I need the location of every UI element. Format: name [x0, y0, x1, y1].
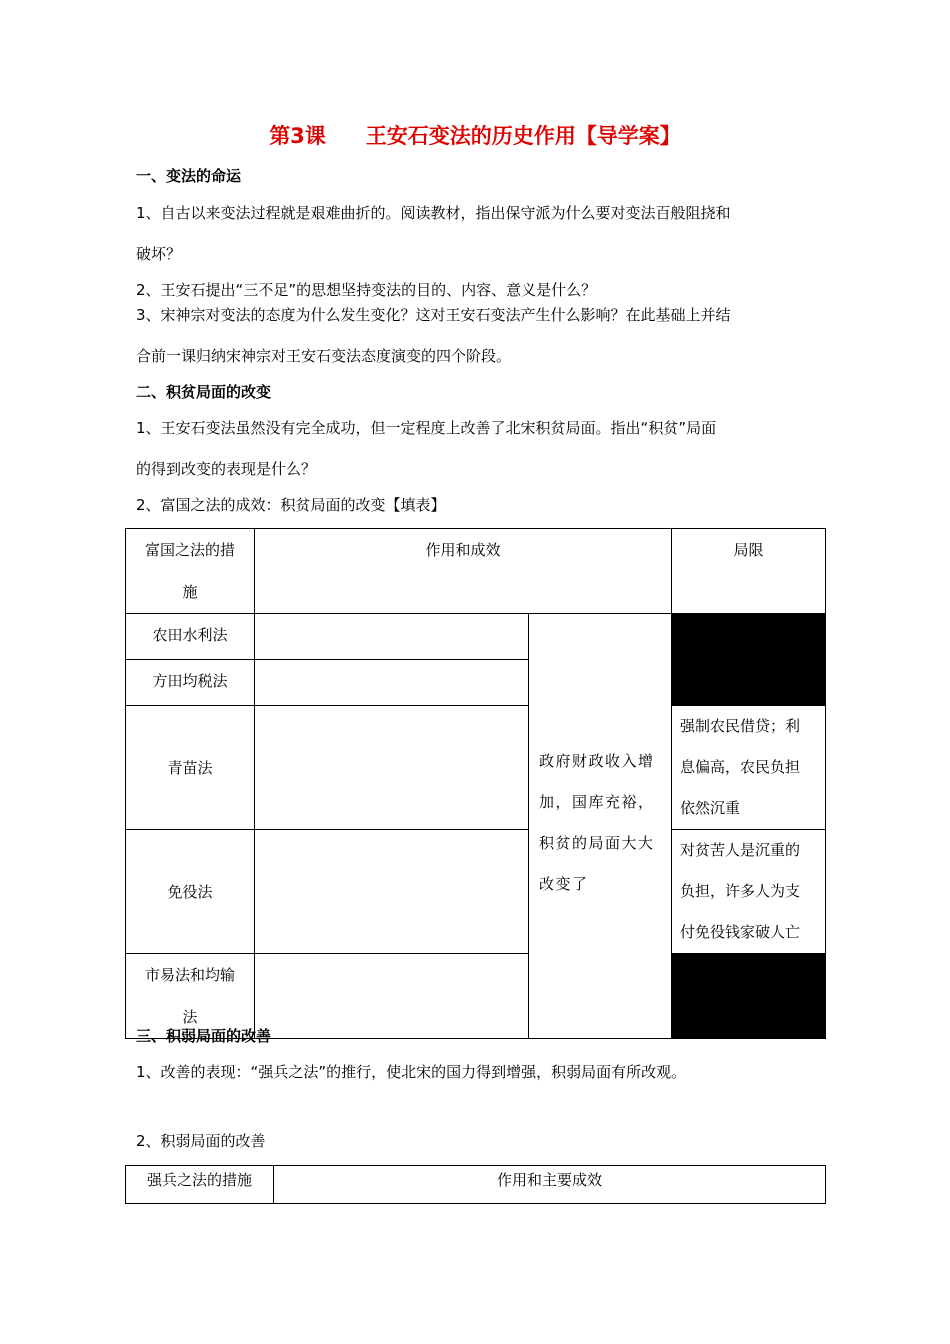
section1-q1-line1: 1、自古以来变法过程就是艰难曲折的。阅读教材，指出保守派为什么要对变法百般阻挠和 — [136, 204, 731, 222]
section3-q2: 2、积弱局面的改善 — [136, 1132, 266, 1150]
header-qiangbing-effects: 作用和主要成效 — [274, 1166, 826, 1204]
limit-qingmiao: 强制农民借贷；利 息偏高，农民负担 依然沉重 — [672, 706, 826, 830]
qiangbing-table — [125, 1165, 826, 1204]
header-qiangbing-measures: 强兵之法的措施 — [126, 1166, 274, 1204]
section1-heading: 一、变法的命运 — [136, 167, 242, 185]
section2-heading: 二、积贫局面的改变 — [136, 383, 272, 401]
measure-name: 免役法 — [126, 830, 255, 954]
limit-mianyi: 对贫苦人是沉重的 负担，许多人为支 付免役钱家破人亡 — [672, 830, 826, 954]
header-limits: 局限 — [672, 529, 826, 614]
effect-input-cell[interactable] — [255, 614, 529, 660]
section2-q1-line2: 的得到改变的表现是什么？ — [136, 460, 317, 478]
qiangbing-table-header — [126, 1166, 826, 1204]
effect-input-cell[interactable] — [255, 830, 529, 954]
section1-q3-line1: 3、宋神宗对变法的态度为什么发生变化？这对王安石变法产生什么影响？在此基础上并结 — [136, 306, 731, 324]
measure-name: 青苗法 — [126, 706, 255, 830]
header-effects: 作用和成效 — [255, 529, 672, 614]
measure-name: 方田均税法 — [126, 660, 255, 706]
effect-input-cell[interactable] — [255, 706, 529, 830]
effect-merged-cell: 政府财政收入增 加，国库充裕， 积贫的局面大大 改变了 — [529, 614, 672, 1039]
effect-input-cell[interactable] — [255, 660, 529, 706]
page-title — [0, 120, 950, 150]
section1-q2: 2、王安石提出“三不足”的思想坚持变法的目的、内容、意义是什么？ — [136, 281, 597, 299]
table-row — [126, 660, 826, 706]
measure-name: 市易法和均输 法 — [126, 954, 255, 1039]
table-row — [126, 614, 826, 660]
fuguo-table — [125, 528, 826, 1039]
section1-q1-line2: 破坏？ — [136, 245, 182, 263]
lesson-name: 王安石变法的历史作用【导学案】 — [365, 124, 681, 148]
section3-q1: 1、改善的表现：“强兵之法”的推行，使北宋的国力得到增强，积弱局面有所改观。 — [136, 1063, 687, 1081]
limit-blacked-out — [672, 954, 826, 1039]
table-row — [126, 706, 826, 830]
effect-input-cell[interactable] — [255, 954, 529, 1039]
table-row — [126, 830, 826, 954]
section3-heading: 三、积弱局面的改善 — [136, 1027, 272, 1045]
section2-q1-line1: 1、王安石变法虽然没有完全成功，但一定程度上改善了北宋积贫局面。指出“积贫”局面 — [136, 419, 717, 437]
section1-q3-line2: 合前一课归纳宋神宗对王安石变法态度演变的四个阶段。 — [136, 347, 512, 365]
section2-q2: 2、富国之法的成效：积贫局面的改变【填表】 — [136, 496, 446, 514]
fuguo-table-header — [126, 529, 826, 614]
lesson-number: 第3课 — [269, 124, 326, 148]
limit-blacked-out — [672, 660, 826, 706]
limit-blacked-out — [672, 614, 826, 660]
measure-name: 农田水利法 — [126, 614, 255, 660]
header-measures: 富国之法的措 施 — [126, 529, 255, 614]
